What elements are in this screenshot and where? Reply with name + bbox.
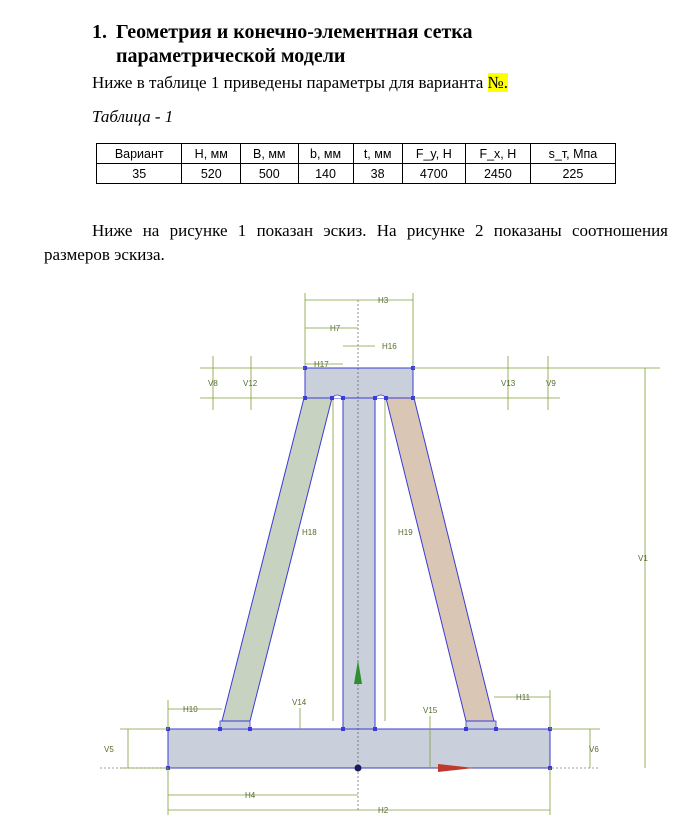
dim-label-v12: V12	[243, 379, 258, 388]
left-foot	[220, 721, 250, 729]
dim-label-v5: V5	[104, 745, 114, 754]
dim-label-h4: H4	[245, 791, 256, 800]
col-header-fy: F_y, H	[402, 144, 465, 164]
col-header-fx: F_x, H	[465, 144, 530, 164]
dim-label-h19: H19	[398, 528, 413, 537]
sketch-description-text: Ниже на рисунке 1 показан эскиз. На рисунке 2 показаны соотношения размеров эскиза.	[44, 221, 668, 264]
section-number: 1.	[92, 21, 107, 43]
col-header-b-small: b, мм	[298, 144, 353, 164]
origin-point[interactable]	[355, 765, 362, 772]
col-header-variant: Вариант	[97, 144, 182, 164]
dim-label-h16: H16	[382, 342, 397, 351]
section-title: Геометрия и конечно-элементная сетка параметрической модели	[116, 21, 473, 67]
dim-label-h17: H17	[314, 360, 329, 369]
dim-label-v15: V15	[423, 706, 438, 715]
dim-label-h7: H7	[330, 324, 341, 333]
dim-label-h18: H18	[302, 528, 317, 537]
dim-label-h3: H3	[378, 296, 389, 305]
right-foot	[466, 721, 496, 729]
top-block[interactable]	[305, 368, 413, 398]
col-header-h: H, мм	[182, 144, 241, 164]
cell-fx: 2450	[465, 164, 530, 184]
variant-highlight[interactable]: №.	[487, 73, 509, 92]
col-header-st: s_т, Мпа	[530, 144, 615, 164]
dim-label-v1: V1	[638, 554, 648, 563]
cell-h: 520	[182, 164, 241, 184]
dim-label-h11: H11	[516, 693, 531, 702]
dim-label-v13: V13	[501, 379, 516, 388]
left-strut[interactable]	[222, 398, 332, 721]
dim-label-h2: H2	[378, 806, 389, 815]
table-caption: Таблица - 1	[92, 107, 174, 126]
cell-variant: 35	[97, 164, 182, 184]
cell-b-big: 500	[241, 164, 298, 184]
dim-label-v6: V6	[589, 745, 599, 754]
dim-label-h10: H10	[183, 705, 198, 714]
col-header-t: t, мм	[353, 144, 402, 164]
dim-label-v9: V9	[546, 379, 556, 388]
cell-fy: 4700	[402, 164, 465, 184]
right-strut[interactable]	[386, 398, 494, 721]
dim-label-v8: V8	[208, 379, 218, 388]
intro-sentence: Ниже в таблице 1 приведены параметры для варианта	[92, 73, 488, 92]
col-header-b-big: B, мм	[241, 144, 298, 164]
cell-t: 38	[353, 164, 402, 184]
cell-b-small: 140	[298, 164, 353, 184]
base-plate[interactable]	[168, 729, 550, 768]
dim-label-v14: V14	[292, 698, 307, 707]
cell-st: 225	[530, 164, 615, 184]
